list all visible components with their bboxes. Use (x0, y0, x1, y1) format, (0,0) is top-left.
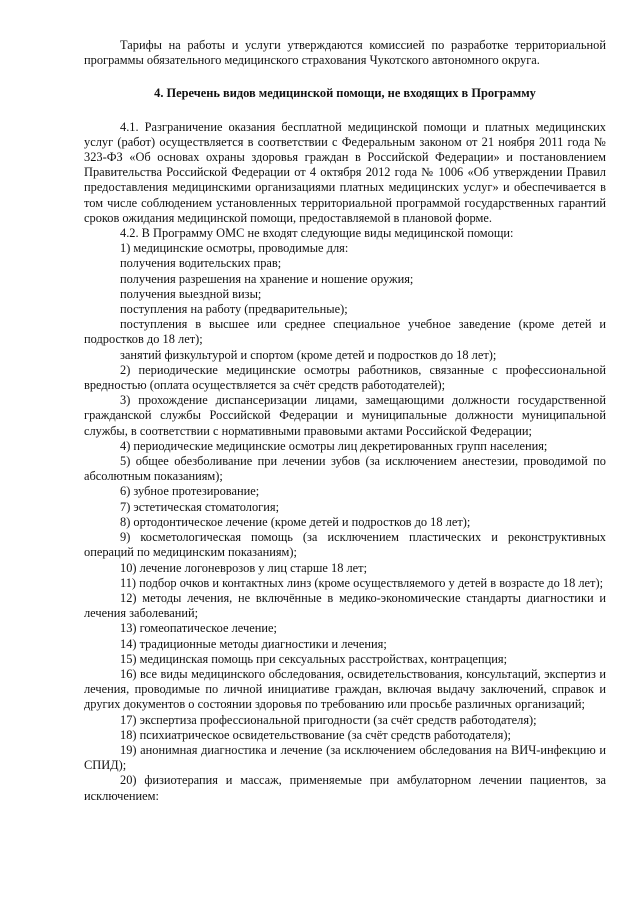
list-item: 4) периодические медицинские осмотры лиц декретированных групп населения; (120, 438, 548, 453)
list-item: 13) гомеопатическое лечение; (120, 621, 277, 636)
list-item: 8) ортодонтическое лечение (кроме детей и подростков до 18 лет); (120, 514, 471, 529)
section-heading: 4. Перечень видов медицинской помощи, не входящих в Программу (154, 86, 536, 101)
excluded-services-list (84, 241, 606, 804)
list-item: занятий физкультурой и спортом (кроме детей и подростков до 18 лет); (120, 347, 497, 362)
paragraph-4-2: 4.2. В Программу ОМС не входят следующие виды медицинской помощи: (120, 226, 514, 241)
list-item: 20) физиотерапия и массаж, применяемые при амбулаторном лечении пациентов, за исключением: (84, 773, 606, 803)
list-item: 19) анонимная диагностика и лечение (за исключением обследования на ВИЧ-инфекцию и СПИД); (84, 742, 606, 773)
list-item: получения водительских прав; (120, 256, 282, 271)
list-item: 10) лечение логоневрозов у лиц старше 18 лет; (120, 560, 368, 575)
list-item: 17) экспертиза профессиональной пригодности (за счёт средств работодателя); (120, 712, 537, 727)
list-item: 6) зубное протезирование; (120, 484, 260, 499)
paragraph-4-1: 4.1. Разграничение оказания бесплатной медицинской помощи и платных медицинских услуг (работ) осуществляется в соответствии с Федеральным законом от 21 ноября 2011 года № 323-ФЗ «Об основах охраны здоровья граждан в Российской Федерации» и постановлением Правительства Российской Федерации от 4 октября 2012 года № 1006 «Об утверждении Правил предоставления медицинскими организациями платных медицинских услуг» и обеспечивается в том числе соблюдением установленных территориальной программой государственных гарантий сроков ожидания медицинской помощи, предоставляемой в плановой форме. (84, 119, 606, 225)
list-item: 2) периодические медицинские осмотры работников, связанные с профессиональной вредностью (оплата осуществляется за счёт средств работодателей); (84, 362, 606, 393)
list-item: 11) подбор очков и контактных линз (кроме осуществляемого у детей в возрасте до 18 лет); (120, 575, 604, 590)
list-item: 5) общее обезболивание при лечении зубов (за исключением анестезии, проводимой по абсолютным показаниям); (84, 454, 606, 484)
list-item: поступления на работу (предварительные); (120, 302, 348, 317)
list-item: 3) прохождение диспансеризации лицами, замещающими должности государственной гражданской службы Российской Федерации и муниципальные должности муниципальной службы, в соответствии с нормативными правовыми актами Российской Федерации; (84, 393, 606, 438)
list-item: 1) медицинские осмотры, проводимые для: (120, 241, 349, 256)
list-item: получения выездной визы; (120, 286, 262, 301)
list-item: поступления в высшее или среднее специальное учебное заведение (кроме детей и подростков до 18 лет); (84, 317, 606, 347)
list-item: 15) медицинская помощь при сексуальных расстройствах, контрацепция; (120, 651, 508, 666)
list-item: 12) методы лечения, не включённые в медико-экономические стандарты диагностики и лечения заболеваний; (84, 590, 606, 621)
list-item: 18) психиатрическое освидетельствование (за счёт средств работодателя); (120, 727, 511, 742)
list-item: 7) эстетическая стоматология; (120, 499, 280, 514)
list-item: 14) традиционные методы диагностики и лечения; (120, 636, 387, 651)
list-item: 9) косметологическая помощь (за исключением пластических и реконструктивных операций по медицинским показаниям); (84, 530, 606, 560)
intro-paragraph: Тарифы на работы и услуги утверждаются комиссией по разработке территориальной программы обязательного медицинского страхования Чукотского автономного округа. (84, 38, 606, 68)
list-item: получения разрешения на хранение и ношение оружия; (120, 271, 414, 286)
list-item: 16) все виды медицинского обследования, освидетельствования, консультаций, экспертиз и лечения, проводимые по личной инициативе граждан, включая выдачу заключений, справок и других документов о состоянии здоровья по требованию или просьбе различных организаций; (84, 666, 606, 712)
